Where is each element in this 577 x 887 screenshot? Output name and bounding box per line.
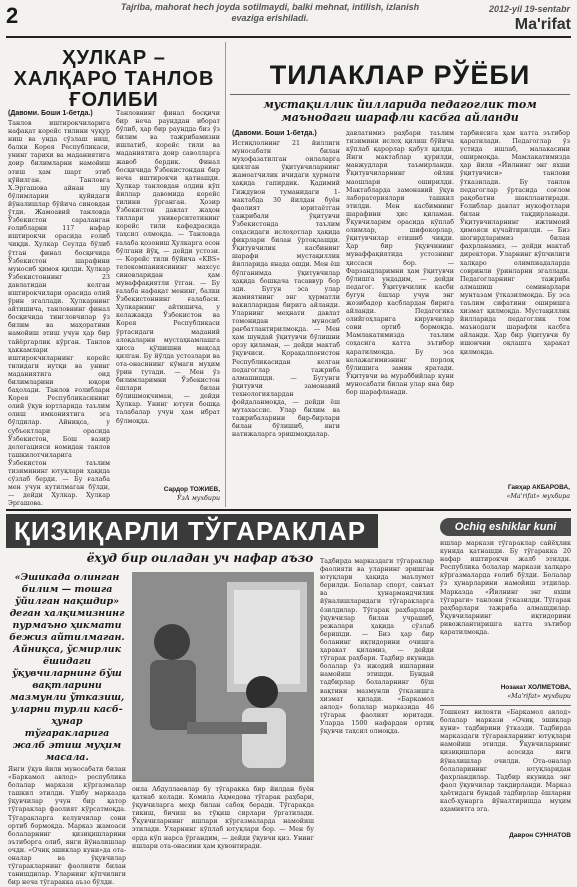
- article2-col3: тарбиясига ҳам катта эътибор қаратилади. Педагоглар ўз устида ишлаб, малакасини оширмоқда. Мамлакатимизда ҳар йили «Йилнинг энг яхши ўқитувчиси» танлови ўтказилади. Бу танлов педагоглар ўртасида соғлом рақобатни шакллантиради. Ғолиблар давлат мукофотлари билан тақдирланади. Ўқитувчиларнинг ижтимоий ҳимояси кучайтирилди. — Биз шогирдларимиз билан фахрланамиз, — дейди мактаб директори. Уларнинг кўпчилиги халқаро олимпиадаларда совринли ўринларни эгаллади. Педагогларнинг тажриба алмашиш семинарлари мунтазам ўтказилмоқда. Бу эса таълим сифатини оширишга хизмат қилмоқда. Мустақиллик йилларида педагоглик том маънодаги шарафли касбга айланди. Ҳар бир ўқитувчи бу ишончни оқлашга ҳаракат қилмоқда.: [460, 130, 570, 356]
- article2-title-rule: [230, 94, 570, 95]
- article1-col1: Танлов иштирокчиларига нафақат корейс тилини чуқур ниш ва унда сўзлаш ниш, балки Корея Республикаси, унинг тарихи ва маданиятига доир билимларни намойиш этиш ҳам шарт этиб қўйилган. Танловга Х.Эргашова айнан шу бўлимларни қуйидаги йўналишлар бўйича синовдан ўтди. Жамоавий танловда Ўзбекистон сараланган ғолибларни 117 нафар иштирокчи орасида ғолиб чиқди. Ҳулкар Сеулда бўлиб ўтган финал босқичида Ўзбекистон шарафини муносиб ҳимоя қилди. Ҳулкар Ўзбекистоннинг 23 давлатидан келган иштирокчилари орасида олий ўрин эгаллади. Ҳулкарнинг айтишича, танловнинг финал босқичида тингловчилар ўз билим ва маҳоратини намойиш этиш учун ҳар бир тайёргарлик кўрган. Танлов ҳаккамлари иштирокчиларнинг корейс тилидаги нутқи ва унинг маданиятига оид билимларини юқори баҳолади. Танлов ғолиблари Корея Республикасининг олий ўқув юртларида таълим олиш имкониятига эга бўлдилар. Айниқса, у субъектлари орасида Ўзбекистон, Бош вазир делегацияси номидан танлов ташкилотчиларига Ўзбекистон таълим тизимининг ютуқлари ҳақида сўзлаб берди. — Бу ғалаба мен учун кутилмаган бўлди, — дейди Ҳулкар. Ҳулкар Эргашова.: [8, 120, 110, 508]
- article2-col1: Истиқлолнинг 21 йиллиги муносабати билан муҳофазатилган оилаларга қиялган ўқитувчиларнинг жамоатчилик ичидаги ҳурмати ҳақида гапирдик. Қадимий Гиждувон туманидаги 1-мактабда 30 йилдан буён фаолият юритаётган тажрибали ўқитувчи Ўзбекистонда таълим соҳасидаги ислоҳотлар ҳақида фикрлари билан ўртоқлашди. Ўқитувчилик касбининг шарафи мустақиллик йилларида янада ошди. Мен ёш бўлганимда ўқитувчилар ҳақида бошқача тасаввур бор эди. Бугун эса улар жамиятнинг энг ҳурматли вакилларидан бирига айланди. Уларнинг меҳнати давлат томонидан муносиб рағбатлантирилмоқда. — Мен ҳам шундай ўқитувчи бўлишни орзу қиламан, — дейди мактаб ўқувчиси. Қорақалпоғистон Республикасидан келган педагоглар тажриба алмашишди. — Бугунги ўқитувчи замонавий технологиялардан фойдаланмоқда, — дейди ёш мутахассис. Улар билим ва тажрибаларини бир-бирлари билан бўлишиб, янги натижаларга эришмоқдалар.: [232, 140, 340, 439]
- article2-byline: (Давоми. Боши 1-бетда.): [232, 130, 317, 137]
- column-divider: [225, 42, 226, 507]
- article1-col2: Танловнинг финал босқичи бир неча раунддан иборат бўлиб, ҳар бир раундда биз ўз билим ва тажрибамизни ишлатиб, корейс тили ва маданиятига доир саволларга жавоб бердик. Финал босқичида Ўзбекистондан бир неча иштирокчи қатнашди. Ҳулкар танловдан олдин кўп йиллар давомида корейс тилини ўрганган. Ҳозир Ўзбекистон давлат жаҳон тиллари университетининг корейс тили кафедрасида таҳсил олмоқда. — Танловда ғалаба қозониш Ҳулкарга осон бўлгани йўқ, — дейди устози. — Корейс тили бўйича «KBS» телекомпаниясининг махсус синовларидан ҳам муваффақиятли ўтган. — Бу ғалаба нафақат менинг, балки Ўзбекистоннинг ғалабаси. Ҳулкарнинг айтишича, у келажакда Ўзбекистон ва Корея Республикаси ўртасидаги маданий алоқаларни мустаҳкамлашга ҳисса қўшишни мақсад қилган. Бу йўлда устозлари ва ота-онасининг кўмаги муҳим ўрин тутади. — Мен ўз билимларимни Ўзбекистон ёшлари билан бўлишмоқчиман, — дейди Ҳулкар. Унинг ютуғи бошқа талабалар учун ҳам ибрат бўлмоқда.: [116, 110, 220, 425]
- section-col2: оила Абдуллаевлар бу тўгаракка бир йилдан буён қатнаб келади. Комила Аҳмедова тўгарак раҳбари, ўқувчиларга меҳр билан сабоқ беради. Тўгаракда тикиш, бичиш ва тўқиш сирлари ўргатилади. Ўқувчиларнинг ишлари кўргазмаларда намойиш этилади. Уларнинг кўплаб ютуқлари бор. — Мен бу ерда кўп нарса ўргандим, — дейди ўқувчи қиз. Унинг ишлари ота-онасини ҳам қувонтиради.: [132, 786, 314, 850]
- section-col4-rule: [440, 705, 571, 706]
- article1-author: Сардор ТОЖИЕВ,: [163, 486, 220, 493]
- article2-author-role: «Ma'rifat» мухбира: [506, 493, 570, 500]
- section-tab: Ochiq eshiklar kuni: [440, 518, 571, 536]
- article2-title: ТИЛАКЛАР РЎЁБИ: [269, 60, 531, 90]
- article1-title: ҲУЛКАР – ХАЛҚАРО ТАНЛОВ ҒОЛИБИ: [13, 47, 215, 111]
- section-col4b: Тошкент вилояти «Баркамол авлод» болалар маркази «Очиқ эшиклар куни» тадбирини ўтказди. Тадбирда марказдаги тўгаракларнинг ютуқлари намойиш этилди. Ўқувчиларнинг қизиқишлари асосида янги йўналишлар очилди. Ота-оналар болаларининг ютуқларидан фахрландилар. Тадбир якунида энг фаол ўқувчилар тақдирланди. Марказ ҳаётидаги бундай тадбирлар ёшларни касб-ҳунарга йўналтиришда муҳим аҳамиятга эга.: [440, 709, 571, 814]
- section-col1: Янги ўқув йили муносабати билан «Баркамол авлод» республика болалар маркази кўргазмалар ташкил этилди. Ушбу марказда ўқувчилар учун бир қатор тўгараклар фаолият кўрсатмоқда. Тўгаракларга келувчилар сони ортиб бормоқда. Марказ жамоаси болаларнинг қизиқишларини эътиборга олиб, янги йўналишлар очди. «Очиқ эшиклар куни»да ота-оналар ва ўқувчилар тўгаракларнинг фаолияти билан танишдилар. Уларнинг кўпчилиги бир неча тўгаракка аъзо бўлди.: [8, 766, 126, 887]
- article1-byline: (Давоми. Боши 1-бетда.): [8, 110, 93, 117]
- classroom-photo: [132, 572, 314, 782]
- section-author1: Нозакат ХОЛМЕТОВА,: [500, 684, 571, 691]
- page-number: 2: [6, 3, 19, 28]
- issue-date: 2012-yil 19-sentabr: [488, 4, 570, 14]
- section-col4: ишлар маркази тўгараклар сайёҳлик кунида қатнашди. Бу тўгаракка 20 нафар иштирокчи жалб этилди. Республика болалар маркази халқаро кўргазмаларда ғолиб бўлди. Болалар ўз ҳунарларини намойиш этдилар. Маркаэда «Йилнинг энг яхши тўгараги» танлови ўтказилди. Тўгарак раҳбарлари тажриба алмашдилар. Ўқувчиларнинг иқтидорини ривожлантиришга катта эътибор қаратилмоқда.: [440, 540, 571, 637]
- header-tagline: Tajriba, mahorat hech joyda sotilmaydi, balki mehnat, intilish, izlanish evaziga erishiladi.: [120, 2, 420, 23]
- section-subtitle: ёхуд бир оиладан уч нафар аъзо: [86, 551, 314, 565]
- article2-subtitle: мустақиллик йилларида педагоглик том маънодаги шарафли касбга айланди: [263, 98, 537, 124]
- photo-illustration: [132, 572, 314, 782]
- article2-author: Гавҳар АКБАРОВА,: [507, 484, 570, 491]
- section-author1-role: «Ma'rifat» мухбири: [507, 693, 571, 700]
- section-divider: [6, 509, 571, 511]
- section-banner: ҚИЗИҚАРЛИ ТЎГАРАКЛАР: [6, 514, 378, 548]
- section-author2: Даврон СУННАТОВ: [509, 832, 571, 839]
- section-quote: «Эшикада олинган билим — тошга ўйилган нақшдир» деган халқимизнинг пурмаъно ҳикмати бежиз айтилмаган. Айниқса, ўсмирлик ёшидаги ўқувчиларнинг бўш вақтларини мазмунли ўтказиш, уларни турли касб-ҳунар тўгаракларига жалб этиш муҳим масала.: [9, 572, 125, 763]
- header-rule: [6, 36, 571, 38]
- masthead-logo: Ma'rifat: [514, 16, 571, 33]
- section-col3: Тадбирда марказдаги тўгараклар фаолияти ва уларнинг эришган ютуқлари ҳақида маълумот берилди. Болалар спорт, санъат ва ҳунармандчилик йўналишларидаги тўгаракларга ёзилдилар. Тўгарак раҳбарлари ўқувчилар билан учрашиб, режалари ҳақида сўзлаб беришди. — Биз ҳар бир боланинг иқтидорини очишга ҳаракат қиламиз, — дейди тўгарак раҳбари. Тадбир якунида болалар ўз ижодий ишларини намойиш этишди. Бундай тадбирлар болаларнинг бўш вақтини мазмунли ўтказишга хизмат қилади. «Баркамол авлод» болалар марказида 46 тўгарак фаолият юритади. Уларда 1500 нафардан ортиқ ўқувчи таҳсил олмоқда.: [320, 558, 434, 735]
- article1-author-role: ЎзА мухбири: [176, 495, 220, 502]
- article2-col2: давлатимиз раҳбари таълим тизимини ислоҳ қилиш бўйича кўплаб қарорлар қабул қилди. Янги мактаблар қурилди, мавжудлари таъмирланди. Ўқитувчиларнинг ойлик маошлари оширилди. Мактабларда замонавий ўқув лабораториялари ташкил этилди. Мен касбимнинг шарафини ҳис қиламан. Ўқувчиларим орасида кўплаб олимлар, шифокорлар, ўқитувчилар етишиб чиқди. Ҳар бир ўқувчининг муваффақиятида устознинг ҳиссаси бор. — Фарзандларимни ҳам ўқитувчи бўлишга ундадим, — дейди педагог. Ўқитувчилик касби бугун ёшлар учун энг жозибадор касблардан бирига айланди. Педагогика олийгоҳларига кирувчилар сони ортиб бормоқда. Мамлакатимизда таълим соҳасига катта эътибор қаратилмоқда. Бу эса келажагимизнинг порлоқ бўлишига замин яратади. Ўқитувчи ва мураббийлар куни муносабати билан улар яна бир бор шарафланади.: [346, 130, 454, 396]
